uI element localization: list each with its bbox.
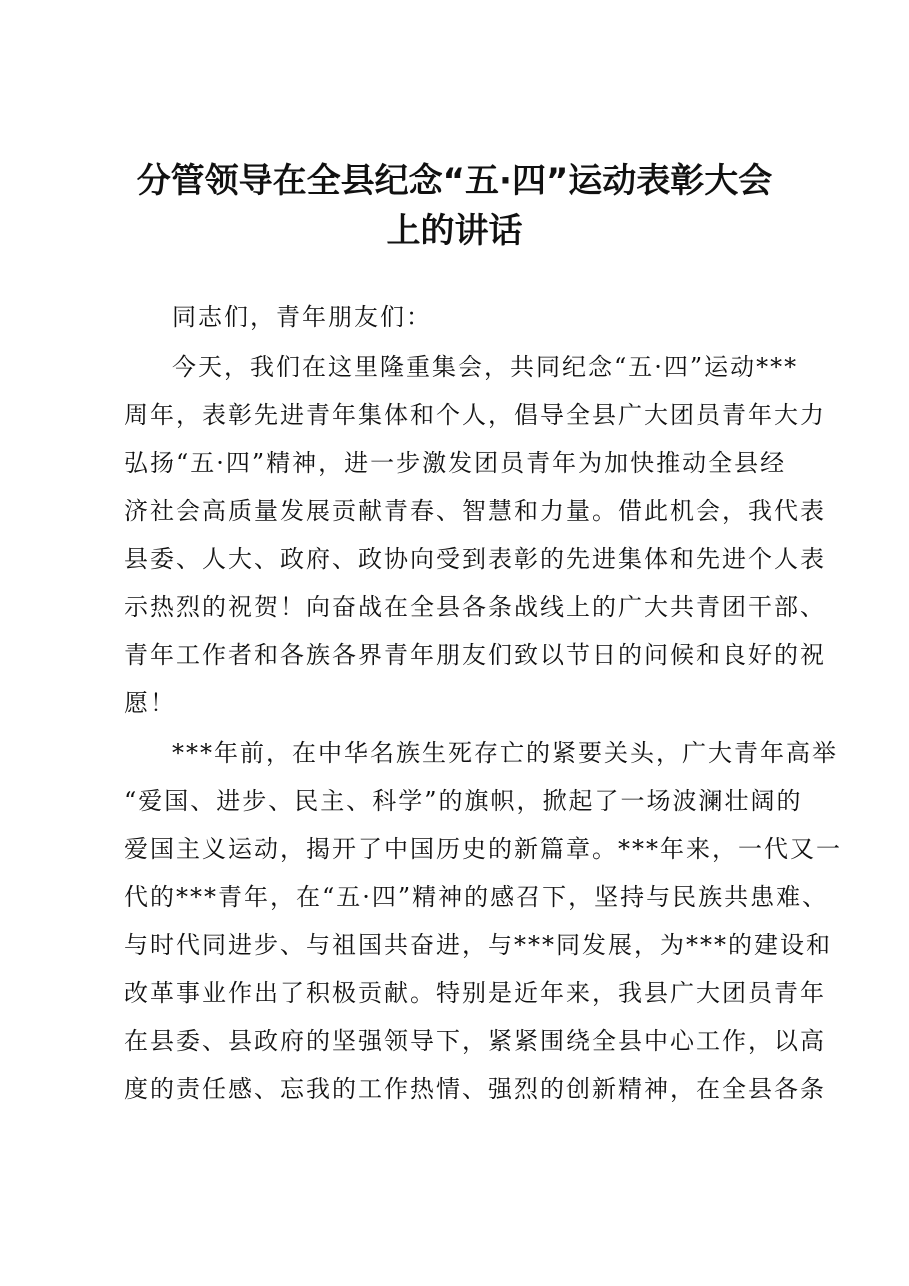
paragraph-line: 今天，我们在这里隆重集会，共同纪念“五·四”运动*** <box>172 353 799 381</box>
paragraph-line: 度的责任感、忘我的工作热情、强烈的创新精神，在全县各条 <box>124 1075 826 1103</box>
salutation: 同志们，青年朋友们： <box>172 303 432 331</box>
paragraph-line: 周年，表彰先进青年集体和个人，倡导全县广大团员青年大力 <box>124 401 826 429</box>
paragraph-line: 在县委、县政府的坚强领导下，紧紧围绕全县中心工作，以高 <box>124 1027 826 1055</box>
document-title-line-1: 分管领导在全县纪念“五·四”运动表彰大会 <box>136 161 773 201</box>
paragraph-line: 代的***青年，在“五·四”精神的感召下，坚持与民族共患难、 <box>124 883 829 911</box>
paragraph-line: 示热烈的祝贺！向奋战在全县各条战线上的广大共青团干部、 <box>124 593 826 621</box>
paragraph-line: 弘扬“五·四”精神，进一步激发团员青年为加快推动全县经 <box>124 449 787 477</box>
paragraph-line: ***年前，在中华名族生死存亡的紧要关头，广大青年高举 <box>172 739 838 767</box>
paragraph-line: 愿！ <box>124 689 176 717</box>
document-title-line-2: 上的讲话 <box>386 211 523 251</box>
paragraph-line: 爱国主义运动，揭开了中国历史的新篇章。***年来，一代又一 <box>124 835 842 863</box>
paragraph-line: 与时代同进步、与祖国共奋进，与***同发展，为***的建设和 <box>124 931 832 959</box>
paragraph-line: “爱国、进步、民主、科学”的旗帜，掀起了一场波澜壮阔的 <box>124 787 803 815</box>
paragraph-line: 县委、人大、政府、政协向受到表彰的先进集体和先进个人表 <box>124 545 826 573</box>
paragraph-line: 改革事业作出了积极贡献。特别是近年来，我县广大团员青年 <box>124 979 826 1007</box>
paragraph-line: 济社会高质量发展贡献青春、智慧和力量。借此机会，我代表 <box>124 497 826 525</box>
paragraph-line: 青年工作者和各族各界青年朋友们致以节日的问候和良好的祝 <box>124 641 826 669</box>
